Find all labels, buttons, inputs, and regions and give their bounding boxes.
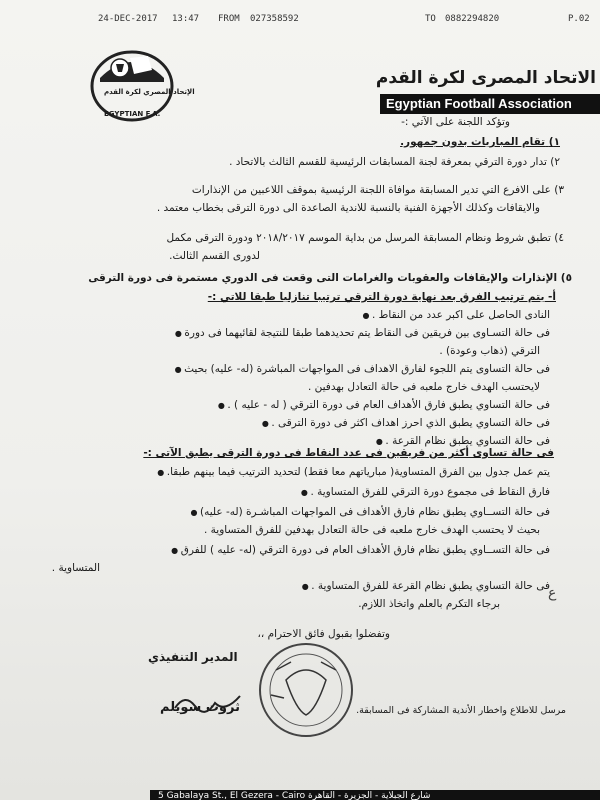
closing-respect: وتفضلوا بقبول فائق الاحترام ،، <box>257 628 390 640</box>
item-2-number: ٢) <box>550 156 560 168</box>
section-a-bullet-4: فى حالة التساوي يطبق فارق الأهداف العام فى دورة الترقي ( له - عليه ) . ● <box>218 399 550 411</box>
section-a-bullet-3-cont: لايحتسب الهدف خارج ملعبه فى حالة التعادل بهدفين . <box>307 381 540 393</box>
item-3-line-2: والايقافات وكذلك الأجهزة الفنية بالنسبة للاندية الصاعدة الى دورة الترقى بخطاب معتمد . <box>156 202 540 214</box>
item-2 <box>229 156 560 168</box>
item-3-text-1: على الافرع التي تدير المسابقة موافاة اللجنة الرئيسية بموقف اللاعبين من الإنذارات <box>191 184 551 196</box>
official-stamp-icon <box>256 640 356 740</box>
handwritten-signature-icon <box>170 688 250 718</box>
section-b-bullet-4-cont: المتساوية . <box>51 562 100 574</box>
item-4-line-2: لدورى القسم الثالث. <box>169 250 260 262</box>
item-2-text: تدار دورة الترقي بمعرفة لجنة المسابقات الرئيسية للقسم الثالث بالاتحاد . <box>229 156 547 168</box>
section-a-bullet-3: فى حالة التساوى يتم اللجوء لفارق الاهداف فى المواجهات المباشرة (له- عليه) بحيث ● <box>175 363 550 375</box>
handwritten-mark: ع <box>548 585 557 601</box>
item-1 <box>400 136 560 148</box>
fax-header <box>0 14 600 30</box>
fax-from-number: 027358592 <box>250 14 299 24</box>
organization-name-arabic: الاتحاد المصرى لكرة القدم <box>375 68 596 88</box>
footer-address: 5 Gabalaya St., El Gezera - Cairo شارع الجبلاية - الجزيرة - القاهرة <box>150 790 600 800</box>
fax-from-label: FROM <box>218 14 240 24</box>
closing-request: برجاء التكرم بالعلم واتخاذ اللازم. <box>358 598 500 610</box>
item-4-number: ٤) <box>554 232 564 244</box>
item-5-number: ٥) <box>560 272 572 284</box>
logo-text-arabic: الإتحاد المصري لكرة القدم <box>104 88 195 96</box>
section-b-heading: فى حالة تساوى أكثر من فريقين فى عدد النقاط فى دورة الترقى يطبق الآتى :- <box>143 447 554 459</box>
signature-title: المدير التنفيذي <box>148 650 238 664</box>
fax-to-label: TO <box>425 14 436 24</box>
distribution-note: مرسل للاطلاع واخطار الأندية المشاركة فى المسابقة. <box>356 705 566 716</box>
section-a-bullet-6: فى حالة التساوي يطبق نظام القرعة . ● <box>376 435 550 447</box>
section-a-heading: أ- يتم ترتيب الفرق بعد نهاية دورة الترقي ترتيبا تنازليا طبقا للاتي :- <box>207 291 556 303</box>
item-1-text: تقام المباريات بدون جمهور. <box>400 136 546 148</box>
signature-name: ثروت سويلم <box>160 700 240 715</box>
item-1-number: ١) <box>548 136 560 148</box>
organization-name-english: Egyptian Football Association <box>380 94 600 114</box>
section-a-bullet-5: فى حالة التساوي يطبق الذي احرز اهداف اكثر فى دورة الترقى . ● <box>262 417 550 429</box>
intro-line: وتؤكد اللجنة على الآتي :- <box>401 116 510 128</box>
section-a-bullet-2: فى حالة التسـاوى بين فريقين فى النقاط يتم تحديدهما طبقا للنتيجة لقائيهما فى دورة ● <box>175 327 550 339</box>
item-3-number: ٣) <box>554 184 564 196</box>
section-a-bullet-1: النادى الحاصل على اكبر عدد من النقاط . ● <box>362 309 550 321</box>
section-b-bullet-1: يتم عمل جدول بين الفرق المتساوية( مبارياتهم معا فقط) لتحديد الترتيب فيما بينهم طبقا. ● <box>157 466 550 478</box>
logo-text-english: EGYPTIAN F.A. <box>104 110 161 118</box>
item-5-text: الإنذارات والإيقافات والعقوبات والغرامات التى وقعت فى الدوري مستمرة فى دورة الترقى <box>88 272 558 284</box>
fax-to-number: 0882294820 <box>445 14 500 24</box>
item-4-line-1 <box>166 232 564 244</box>
section-a-bullet-2-cont: الترقي (ذهاب وعودة) . <box>439 345 540 357</box>
section-b-bullet-4: فى حالة التســاوي يطبق نظام فارق الأهداف العام فى دورة الترقي (له- عليه ) للفرق ● <box>171 544 550 556</box>
section-b-bullet-5: فى حالة التساوي يطبق نظام القرعة للفرق المتساوية . ● <box>302 580 550 592</box>
item-5 <box>88 272 572 284</box>
item-4-text-1: تطبق شروط ونظام المسابقة المرسل من بداية الموسم ٢٠١٨/٢٠١٧ ودورة الترقى مكمل <box>166 232 551 244</box>
fax-time: 13:47 <box>172 14 200 24</box>
efa-logo <box>90 48 195 128</box>
section-b-bullet-3: فى حالة التســاوي يطبق نظام فارق الأهداف فى المواجهات المباشـرة (له- عليه) ● <box>190 506 550 518</box>
item-3-line-1 <box>192 184 564 196</box>
section-b-bullet-2: فارق النقاط فى مجموع دورة الترقي للفرق المتساوية . ● <box>301 486 550 498</box>
fax-page-number: P.02 <box>568 14 590 24</box>
section-b-bullet-3-cont: بحيث لا يحتسب الهدف خارج ملعبه فى حالة التعادل بهدفين للفرق المتساوية . <box>203 524 540 536</box>
fax-date: 24-DEC-2017 <box>98 14 158 24</box>
